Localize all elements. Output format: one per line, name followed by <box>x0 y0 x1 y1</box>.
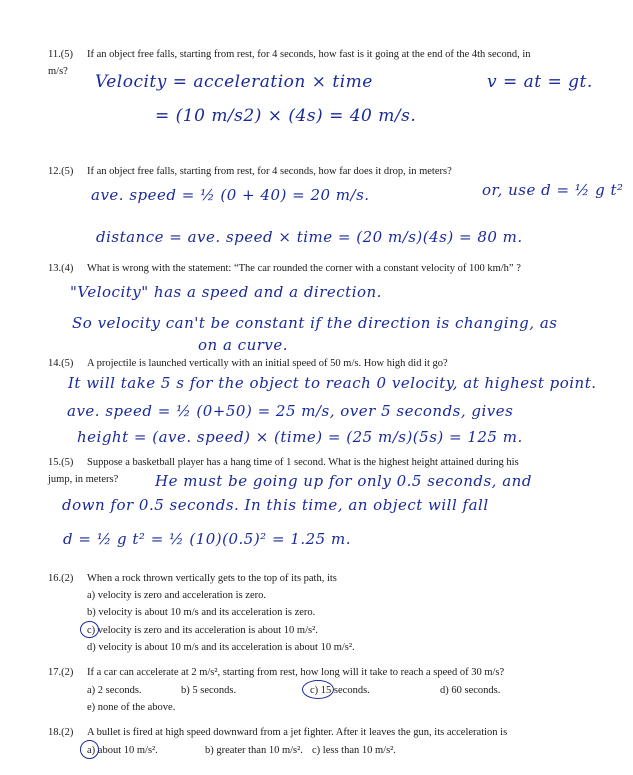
q11-answer-line2: = (10 m/s2) × (4s) = 40 m/s. <box>155 106 417 126</box>
q13-number: 13.(4) <box>48 263 74 274</box>
q16-option-b: b) velocity is about 10 m/s and its acceleration is zero. <box>87 607 316 618</box>
q13-answer-line1: "Velocity" has a speed and a direction. <box>70 283 382 301</box>
q11-answer-formula: v = at = gt. <box>487 72 593 92</box>
q16-option-a: a) velocity is zero and acceleration is zero. <box>87 590 266 601</box>
q12-answer-line1: ave. speed = ½ (0 + 40) = 20 m/s. <box>91 186 370 204</box>
q11-text: If an object free falls, starting from rest, for 4 seconds, how fast is it going at the end of the 4th second, in <box>87 49 531 60</box>
q11-text-cont: m/s? <box>48 66 68 77</box>
q18-number: 18.(2) <box>48 727 74 738</box>
q11-answer-line1: Velocity = acceleration × time <box>95 72 373 92</box>
q14-answer-line2: ave. speed = ½ (0+50) = 25 m/s, over 5 seconds, gives <box>67 402 514 420</box>
q15-answer-line3: d = ½ g t² = ½ (10)(0.5)² = 1.25 m. <box>63 530 351 548</box>
q13-answer-line2: So velocity can't be constant if the direction is changing, as <box>72 314 558 332</box>
q17-selected-circle <box>302 680 334 699</box>
q17-text: If a car can accelerate at 2 m/s², starting from rest, how long will it take to reach a speed of 30 m/s? <box>87 667 505 678</box>
q14-number: 14.(5) <box>48 358 74 369</box>
q15-answer-line2: down for 0.5 seconds. In this time, an object will fall <box>62 496 489 514</box>
q18-option-a: a) about 10 m/s². <box>87 745 158 756</box>
q17-option-d: d) 60 seconds. <box>440 685 501 696</box>
q15-text-cont: jump, in meters? <box>48 474 119 485</box>
q18-option-b: b) greater than 10 m/s². <box>205 745 303 756</box>
q16-option-c: c) velocity is zero and its acceleration is about 10 m/s². <box>87 625 318 636</box>
q16-number: 16.(2) <box>48 573 74 584</box>
q17-option-b: b) 5 seconds. <box>181 685 237 696</box>
q18-selected-circle <box>80 740 99 759</box>
q18-text: A bullet is fired at high speed downward from a jet fighter. After it leaves the gun, its acceleration is <box>87 727 508 738</box>
q11-number: 11.(5) <box>48 49 73 60</box>
q15-answer-line1: He must be going up for only 0.5 seconds, and <box>155 472 532 490</box>
q12-text: If an object free falls, starting from rest, for 4 seconds, how far does it drop, in meters? <box>87 166 452 177</box>
q17-option-a: a) 2 seconds. <box>87 685 142 696</box>
q13-answer-line3: on a curve. <box>198 336 289 354</box>
q14-text: A projectile is launched vertically with an initial speed of 50 m/s. How high did it go? <box>87 358 448 369</box>
q16-selected-circle <box>80 621 99 638</box>
q16-option-d: d) velocity is about 10 m/s and its acceleration is about 10 m/s². <box>87 642 355 653</box>
q12-answer-line2: distance = ave. speed × time = (20 m/s)(4s) = 80 m. <box>96 228 523 246</box>
q17-option-c: c) 15 seconds. <box>310 685 370 696</box>
q12-answer-alt: or, use d = ½ g t² <box>482 181 624 199</box>
q13-text: What is wrong with the statement: “The car rounded the corner with a constant velocity of 100 km/h” ? <box>87 263 521 274</box>
q14-answer-line1: It will take 5 s for the object to reach 0 velocity, at highest point. <box>68 374 597 392</box>
q15-text: Suppose a basketball player has a hang time of 1 second. What is the highest height attained during his <box>87 457 519 468</box>
q12-number: 12.(5) <box>48 166 74 177</box>
q15-number: 15.(5) <box>48 457 74 468</box>
q18-option-c: c) less than 10 m/s². <box>312 745 396 756</box>
q14-answer-line3: height = (ave. speed) × (time) = (25 m/s)(5s) = 125 m. <box>77 428 523 446</box>
q17-option-e: e) none of the above. <box>87 702 176 713</box>
q17-number: 17.(2) <box>48 667 74 678</box>
q16-text: When a rock thrown vertically gets to the top of its path, its <box>87 573 337 584</box>
